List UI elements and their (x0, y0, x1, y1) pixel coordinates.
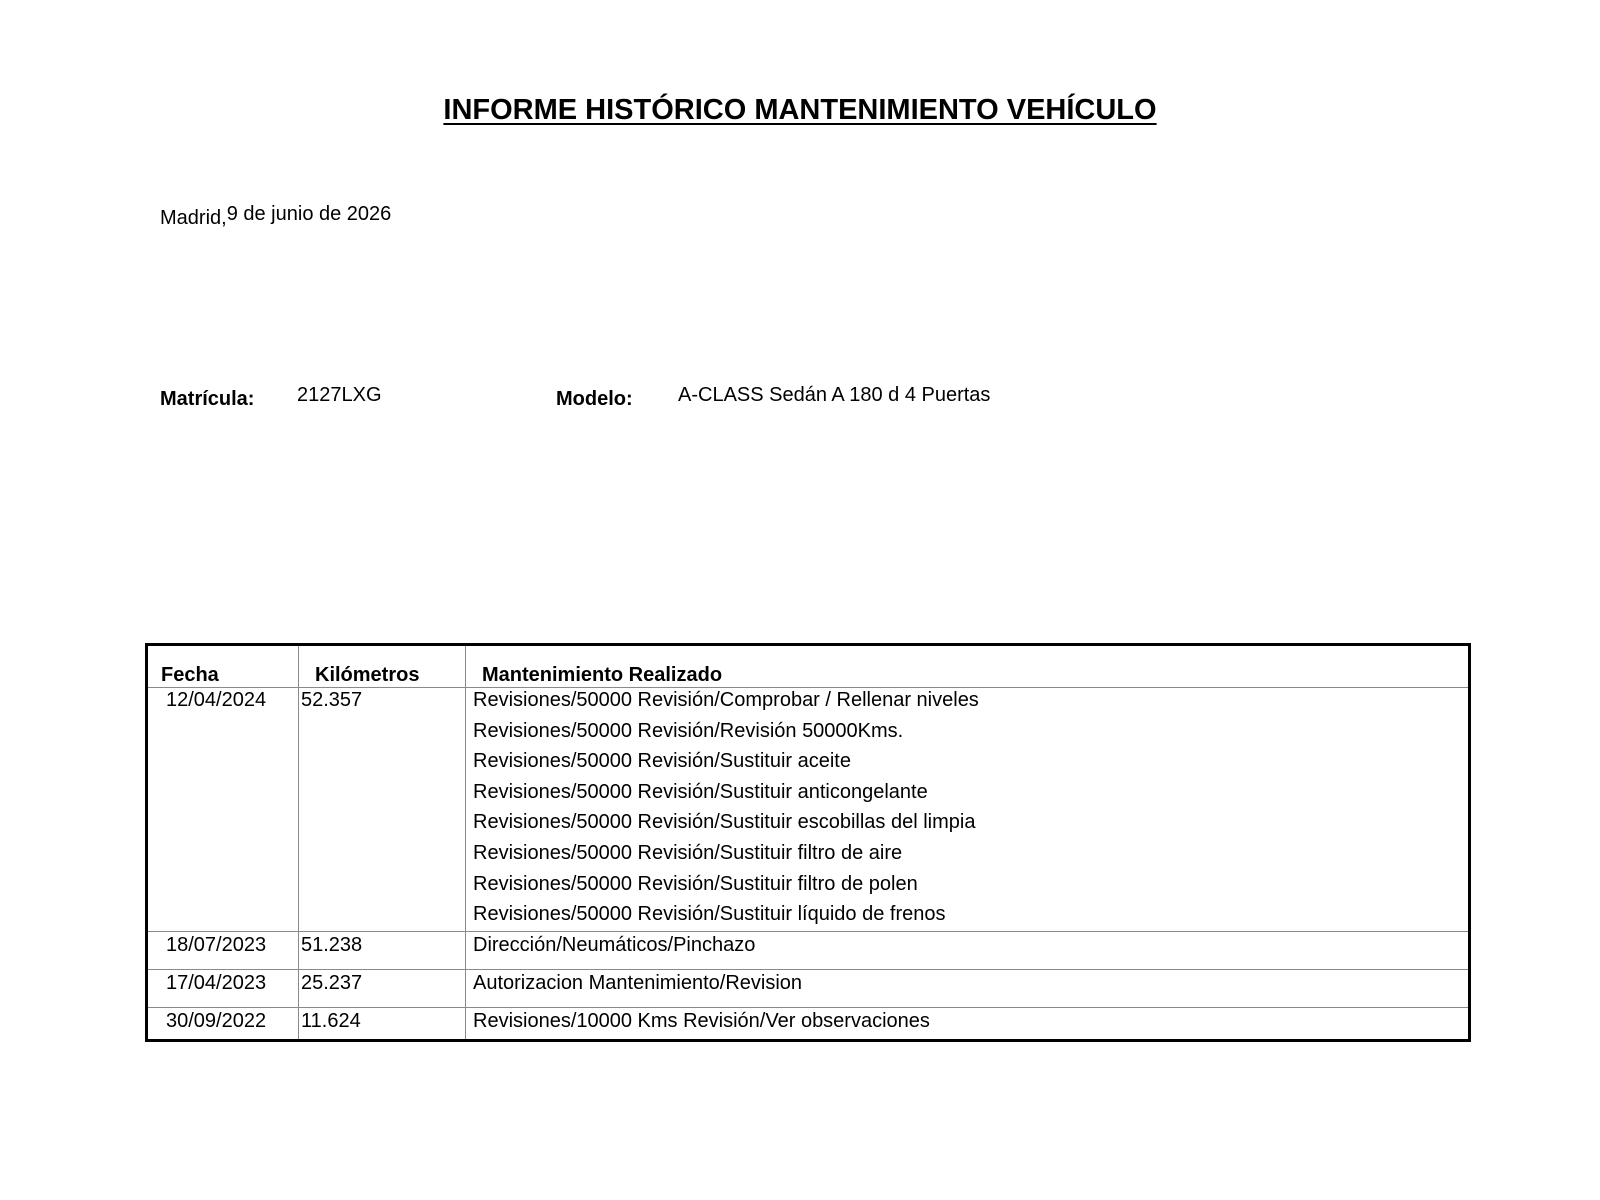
header-maintenance: Mantenimiento Realizado (482, 664, 723, 686)
plate-label: Matrícula: (160, 388, 255, 410)
maintenance-item: Revisiones/10000 Kms Revisión/Ver observaciones (473, 1010, 930, 1032)
dateline (160, 203, 392, 229)
model-value: A-CLASS Sedán A 180 d 4 Puertas (678, 384, 991, 406)
row-km: 25.237 (301, 972, 363, 994)
model-label: Modelo: (556, 388, 633, 410)
row-date: 30/09/2022 (166, 1010, 267, 1032)
maintenance-item: Revisiones/50000 Revisión/Sustituir escobillas del limpia (473, 811, 976, 834)
maintenance-item: Autorizacion Mantenimiento/Revision (473, 972, 803, 994)
column-divider (465, 646, 466, 1039)
city: Madrid, (160, 207, 227, 229)
maintenance-table (145, 643, 1471, 1042)
row-km: 11.624 (301, 1010, 361, 1032)
report-date: 9 de junio de 2026 (226, 203, 392, 225)
row-maintenance (473, 1006, 930, 1037)
row-date: 18/07/2023 (166, 934, 267, 956)
row-maintenance (473, 930, 755, 961)
maintenance-item: Dirección/Neumáticos/Pinchazo (473, 934, 756, 956)
row-km: 52.357 (301, 689, 363, 711)
row-date: 12/04/2024 (166, 689, 267, 711)
plate-value: 2127LXG (297, 384, 382, 406)
column-divider (298, 646, 299, 1039)
maintenance-item: Revisiones/50000 Revisión/Comprobar / Rellenar niveles (473, 689, 979, 711)
maintenance-item: Revisiones/50000 Revisión/Sustituir líquido de frenos (473, 903, 946, 926)
header-km: Kilómetros (315, 664, 420, 686)
maintenance-item: Revisiones/50000 Revisión/Sustituir filtro de polen (473, 872, 918, 895)
maintenance-item: Revisiones/50000 Revisión/Sustituir filtro de aire (473, 841, 903, 864)
report-title: INFORME HISTÓRICO MANTENIMIENTO VEHÍCULO (443, 94, 1157, 126)
maintenance-item: Revisiones/50000 Revisión/Sustituir anticongelante (473, 780, 928, 803)
row-km: 51.238 (301, 934, 363, 956)
header-date: Fecha (161, 664, 219, 686)
row-date: 17/04/2023 (166, 972, 267, 994)
row-maintenance (473, 685, 979, 930)
row-maintenance (473, 968, 802, 999)
maintenance-item: Revisiones/50000 Revisión/Sustituir aceite (473, 750, 851, 773)
maintenance-item: Revisiones/50000 Revisión/Revisión 50000Kms. (473, 719, 904, 742)
